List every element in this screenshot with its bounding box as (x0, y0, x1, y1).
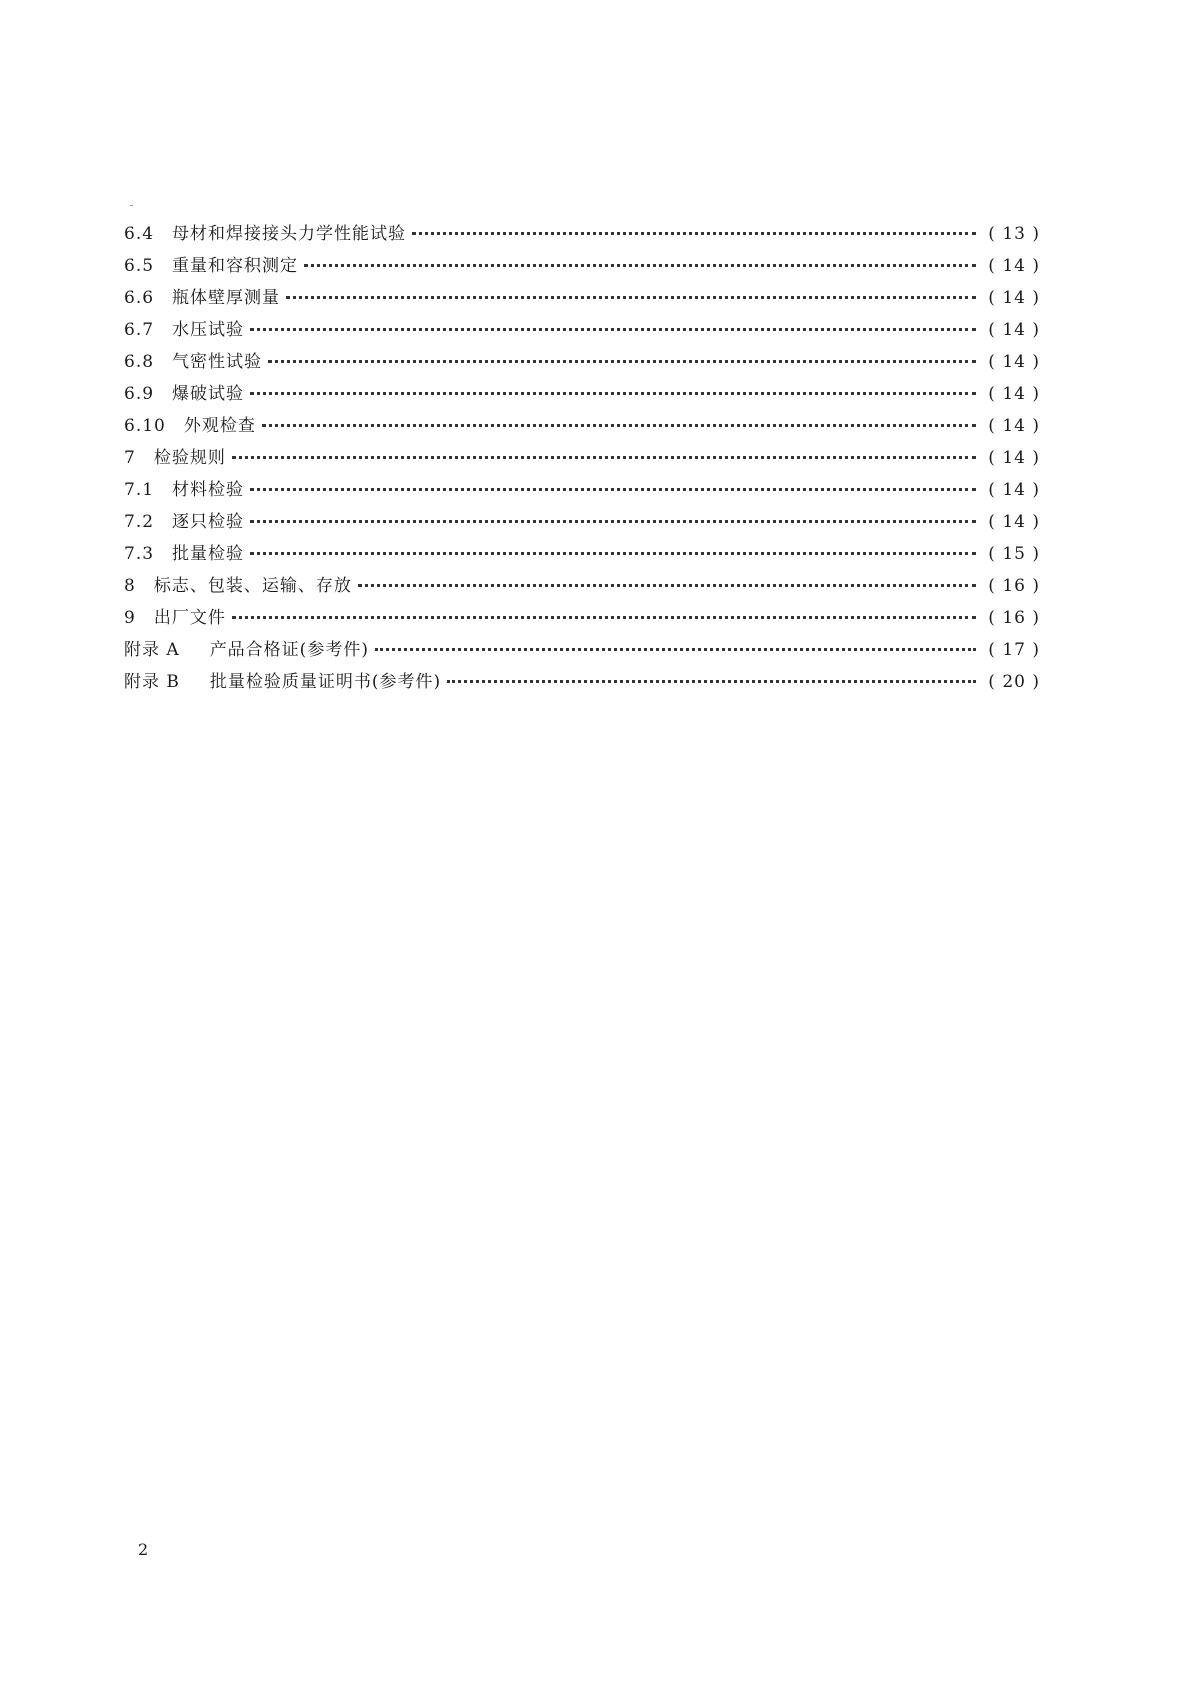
toc-title: 爆破试验 (172, 384, 245, 404)
toc-entry-annex-b[interactable] (124, 666, 1040, 698)
toc-page-number: ( 15 ) (988, 544, 1040, 564)
toc-title: 批量检验 (172, 544, 245, 564)
toc-entry-6-6[interactable] (124, 282, 1040, 314)
toc-entry-6-7[interactable] (124, 314, 1040, 346)
toc-number: 6.6 (124, 288, 155, 308)
toc-page-number: ( 16 ) (988, 608, 1040, 628)
toc-leader-dots (232, 615, 976, 619)
toc-number: 附录 A (124, 640, 180, 660)
toc-entry-6-9[interactable] (124, 378, 1040, 410)
toc-title: 产品合格证(参考件) (209, 640, 369, 660)
toc-page-number: ( 16 ) (988, 576, 1040, 596)
toc-title: 批量检验质量证明书(参考件) (209, 672, 442, 692)
toc-entry-8[interactable] (124, 570, 1040, 602)
toc-leader-dots (304, 263, 976, 267)
toc-number: 附录 B (124, 672, 180, 692)
toc-number: 6.8 (124, 352, 155, 372)
toc-entry-6-4[interactable] (124, 218, 1040, 250)
toc-leader-dots (412, 231, 976, 235)
toc-leader-dots (286, 295, 976, 299)
toc-page-number: ( 20 ) (988, 672, 1040, 692)
toc-title: 材料检验 (172, 480, 245, 500)
toc-title: 瓶体壁厚测量 (172, 288, 281, 308)
toc-number: 6.10 (124, 416, 166, 436)
toc-title: 水压试验 (172, 320, 245, 340)
toc-number: 6.4 (124, 224, 155, 244)
toc-title: 重量和容积测定 (172, 256, 299, 276)
toc-leader-dots (447, 679, 976, 683)
toc-leader-dots (250, 327, 976, 331)
toc-page-number: ( 13 ) (988, 224, 1040, 244)
toc-leader-dots (358, 583, 976, 587)
toc-number: 7 (124, 448, 136, 468)
toc-page-number: ( 14 ) (988, 512, 1040, 532)
toc-title: 气密性试验 (172, 352, 263, 372)
toc-entry-7-3[interactable] (124, 538, 1040, 570)
toc-title: 出厂文件 (153, 608, 226, 628)
toc-page-number: ( 14 ) (988, 288, 1040, 308)
toc-entry-6-8[interactable] (124, 346, 1040, 378)
toc-title: 外观检查 (183, 416, 256, 436)
toc-page-number: ( 17 ) (988, 640, 1040, 660)
toc-leader-dots (232, 455, 976, 459)
toc-title: 检验规则 (153, 448, 226, 468)
toc-number: 6.9 (124, 384, 155, 404)
toc-page-number: ( 14 ) (988, 256, 1040, 276)
toc-page-number: ( 14 ) (988, 384, 1040, 404)
toc-leader-dots (262, 423, 976, 427)
toc-number: 8 (124, 576, 136, 596)
toc-leader-dots (375, 647, 976, 651)
toc-page-number: ( 14 ) (988, 320, 1040, 340)
toc-page-number: ( 14 ) (988, 352, 1040, 372)
toc-number: 7.3 (124, 544, 155, 564)
toc-entry-6-10[interactable] (124, 410, 1040, 442)
toc-leader-dots (268, 359, 976, 363)
toc-entry-annex-a[interactable] (124, 634, 1040, 666)
toc-leader-dots (250, 519, 976, 523)
toc-leader-dots (250, 551, 976, 555)
toc-page-number: ( 14 ) (988, 480, 1040, 500)
toc-page-number: ( 14 ) (988, 448, 1040, 468)
table-of-contents (124, 218, 1040, 698)
toc-entry-7-1[interactable] (124, 474, 1040, 506)
toc-leader-dots (250, 487, 976, 491)
toc-entry-7-2[interactable] (124, 506, 1040, 538)
toc-number: 6.5 (124, 256, 155, 276)
toc-number: 9 (124, 608, 136, 628)
toc-entry-6-5[interactable] (124, 250, 1040, 282)
toc-number: 7.1 (124, 480, 155, 500)
toc-leader-dots (250, 391, 976, 395)
toc-title: 逐只检验 (172, 512, 245, 532)
scan-speck (130, 205, 133, 206)
toc-entry-9[interactable] (124, 602, 1040, 634)
toc-page-number: ( 14 ) (988, 416, 1040, 436)
toc-number: 7.2 (124, 512, 155, 532)
page-number: 2 (138, 1540, 149, 1559)
toc-title: 母材和焊接接头力学性能试验 (172, 224, 407, 244)
toc-number: 6.7 (124, 320, 155, 340)
toc-title: 标志、包装、运输、存放 (153, 576, 352, 596)
toc-entry-7[interactable] (124, 442, 1040, 474)
